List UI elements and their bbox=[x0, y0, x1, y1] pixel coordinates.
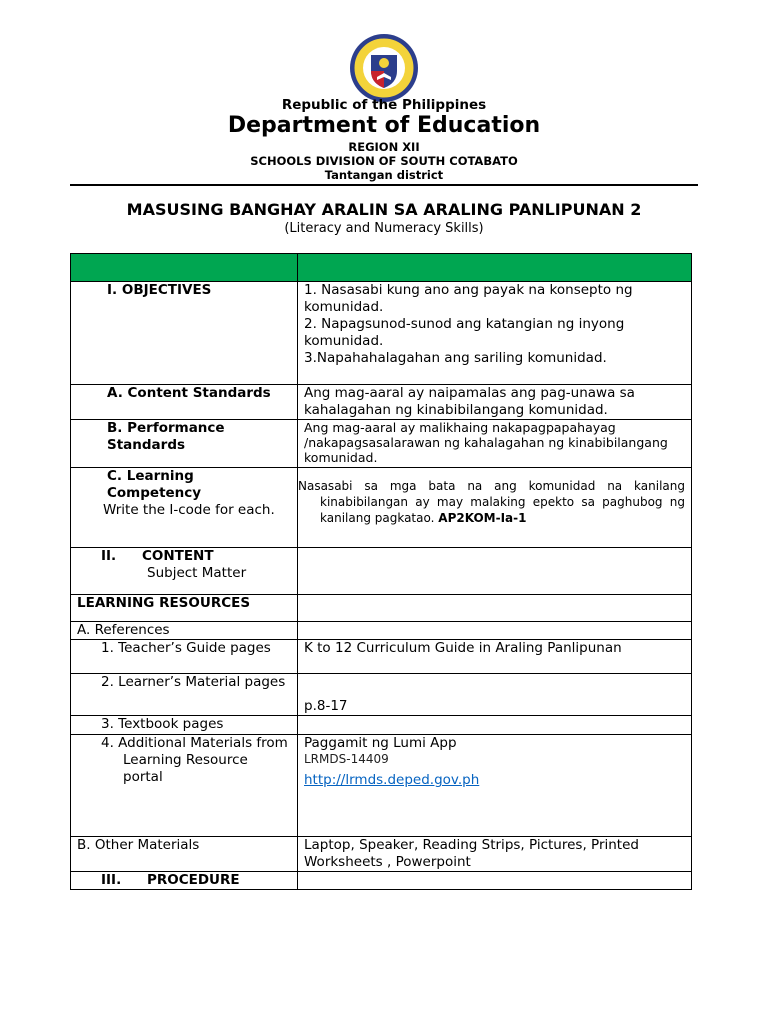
table-row bbox=[71, 872, 692, 890]
republic-label: Republic of the Philippines bbox=[281, 97, 487, 113]
content-section-cell bbox=[71, 548, 298, 595]
lesson-plan-table bbox=[70, 253, 692, 890]
table-row bbox=[71, 837, 692, 872]
table-row bbox=[71, 385, 692, 420]
objective-item: 2. Napagsunod-sunod ang katangian ng inyong komunidad. bbox=[304, 316, 625, 349]
division-label: SCHOOLS DIVISION OF SOUTH COTABATO bbox=[250, 154, 518, 168]
content-label: CONTENT bbox=[141, 548, 214, 564]
content-standards-value: Ang mag-aaral ay naipamalas ang pag-unawa sa kahalagahan ng kinabibilangang komunidad. bbox=[298, 385, 692, 420]
table-row bbox=[71, 622, 692, 640]
table-row bbox=[71, 716, 692, 735]
region-label: REGION XII bbox=[348, 140, 420, 154]
procedure-label: PROCEDURE bbox=[146, 872, 240, 888]
objective-item: 1. Nasasabi kung ano ang payak na konsepto ng komunidad. bbox=[304, 282, 633, 315]
textbook-value bbox=[298, 716, 692, 735]
table-row bbox=[71, 674, 692, 716]
table-row bbox=[71, 468, 692, 548]
competency-label: C. Learning Competency bbox=[107, 468, 202, 501]
objectives-label: I. OBJECTIVES bbox=[71, 282, 298, 385]
table-row bbox=[71, 420, 692, 468]
procedure-cell bbox=[71, 872, 298, 890]
objectives-list bbox=[298, 282, 692, 385]
lesson-plan-title: MASUSING BANGHAY ARALIN SA ARALING PANLIPUNAN 2 bbox=[126, 200, 642, 219]
procedure-value bbox=[298, 872, 692, 890]
district-label: Tantangan district bbox=[324, 168, 444, 182]
table-row bbox=[71, 548, 692, 595]
content-number: II. bbox=[101, 548, 117, 564]
competency-code: AP2KOM-Ia-1 bbox=[438, 511, 527, 525]
competency-cell-value bbox=[298, 468, 692, 548]
other-materials-value: Laptop, Speaker, Reading Strips, Pictures, Printed Worksheets , Powerpoint bbox=[298, 837, 692, 872]
lrmds-code: LRMDS-14409 bbox=[304, 752, 389, 766]
lrmds-link[interactable]: http://lrmds.deped.gov.ph bbox=[304, 772, 480, 788]
other-materials-label: B. Other Materials bbox=[71, 837, 298, 872]
performance-standards-value: Ang mag-aaral ay malikhaing nakapagpapahayag /nakapagsasalarawan ng kahalagahan ng kinabibilangang komunidad. bbox=[298, 420, 692, 468]
learning-resources-value bbox=[298, 595, 692, 622]
table-header-band bbox=[71, 254, 692, 282]
learning-resources-label: LEARNING RESOURCES bbox=[71, 595, 298, 622]
competency-note: Write the I-code for each. bbox=[103, 502, 275, 518]
table-row bbox=[71, 595, 692, 622]
table-row bbox=[71, 640, 692, 674]
lesson-plan-subtitle: (Literacy and Numeracy Skills) bbox=[284, 221, 484, 236]
competency-text: Nasasabi sa mga bata na ang komunidad na kanilang kinabibilangan ay may malaking epekto sa paghubog ng kanilang pagkatao. bbox=[298, 479, 685, 525]
performance-standards-label: B. Performance Standards bbox=[71, 420, 298, 468]
procedure-number: III. bbox=[101, 872, 122, 888]
competency-cell bbox=[71, 468, 298, 548]
teachers-guide-value: K to 12 Curriculum Guide in Araling Panlipunan bbox=[298, 640, 692, 674]
teachers-guide-label: 1. Teacher’s Guide pages bbox=[101, 640, 271, 656]
subject-matter-label: Subject Matter bbox=[147, 565, 247, 581]
table-row bbox=[71, 735, 692, 837]
additional-materials-cell bbox=[298, 735, 692, 837]
additional-materials-value: Paggamit ng Lumi App bbox=[304, 735, 457, 751]
content-standards-label: A. Content Standards bbox=[71, 385, 298, 420]
additional-materials-label: 4. Additional Materials from Learning Resource portal bbox=[101, 735, 288, 785]
table-row bbox=[71, 282, 692, 385]
textbook-label: 3. Textbook pages bbox=[101, 716, 224, 732]
references-value bbox=[298, 622, 692, 640]
department-title: Department of Education bbox=[227, 113, 541, 138]
learners-material-value: p.8-17 bbox=[298, 674, 692, 716]
references-label: A. References bbox=[71, 622, 298, 640]
deped-seal-logo bbox=[349, 33, 419, 103]
learners-material-label: 2. Learner’s Material pages bbox=[101, 674, 286, 690]
content-value bbox=[298, 548, 692, 595]
objective-item: 3.Napahahalagahan ang sariling komunidad. bbox=[304, 350, 607, 366]
header-divider bbox=[70, 184, 698, 186]
